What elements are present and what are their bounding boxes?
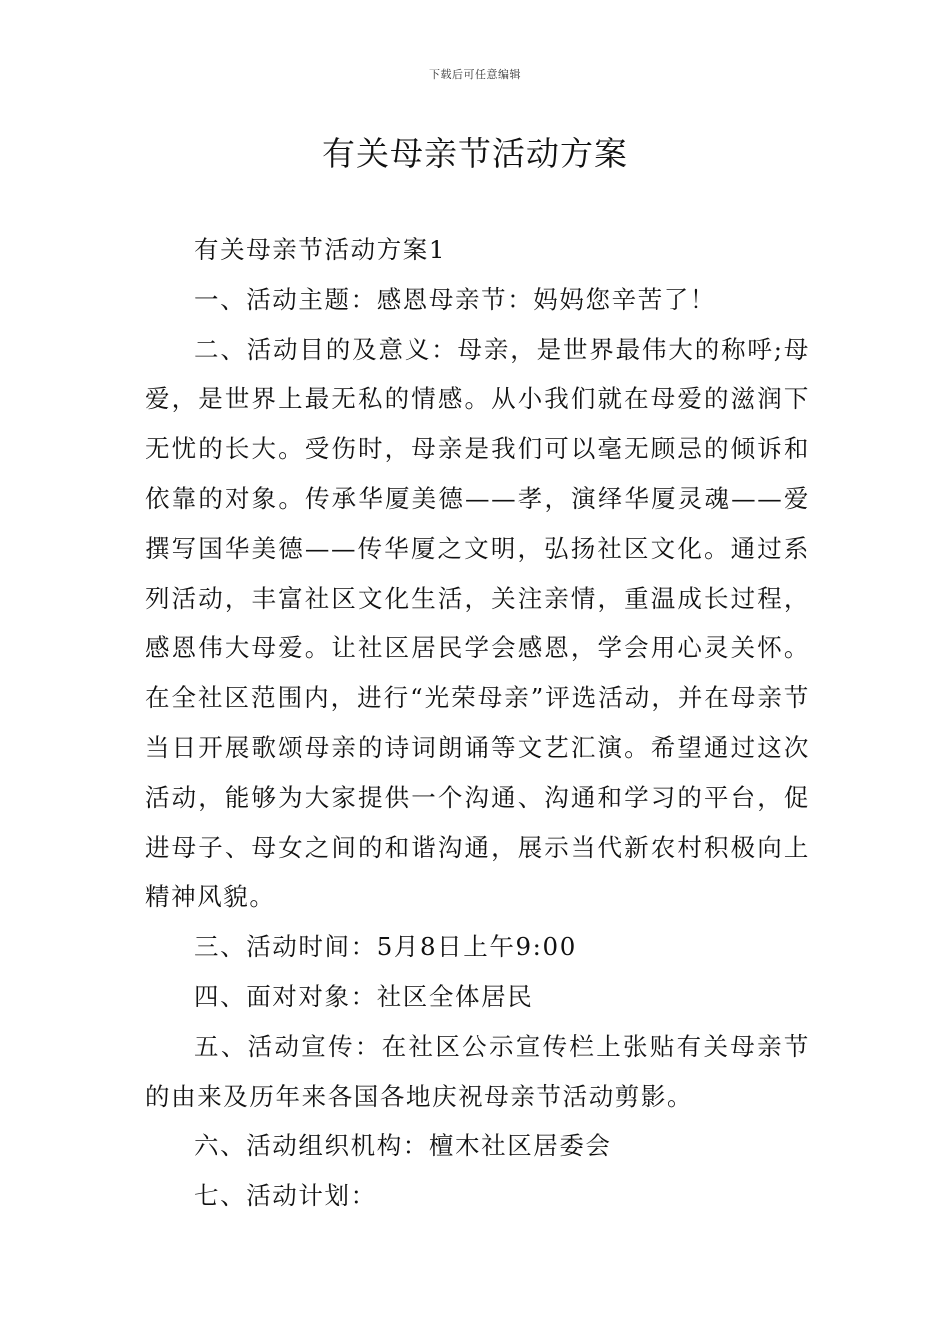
section-heading: 有关母亲节活动方案1 <box>194 235 447 264</box>
paragraph-plan: 七、活动计划： <box>194 1181 377 1211</box>
paragraph-time: 三、活动时间：5月8日上午9:00 <box>194 932 577 962</box>
paragraph-publicity: 五、活动宣传：在社区公示宣传栏上张贴有关母亲节的由来及历年来各国各地庆祝母亲节活动剪影。 <box>145 1031 810 1111</box>
paragraph-theme: 一、活动主题：感恩母亲节：妈妈您辛苦了！ <box>194 284 716 314</box>
document-body <box>145 225 810 1221</box>
paragraph-audience: 四、面对对象：社区全体居民 <box>194 981 534 1011</box>
paragraph-organizer: 六、活动组织机构：檀木社区居委会 <box>194 1131 612 1161</box>
document-title: 有关母亲节活动方案 <box>322 134 628 173</box>
header-note: 下载后可任意编辑 <box>429 68 521 81</box>
paragraph-purpose: 二、活动目的及意义：母亲，是世界最伟大的称呼;母爱，是世界上最无私的情感。从小我们就在母爱的滋润下无忧的长大。受伤时，母亲是我们可以毫无顾忌的倾诉和依靠的对象。传承华厦美德——孝，演绎华厦灵魂——爱撰写国华美德——传华厦之文明，弘扬社区文化。通过系列活动，丰富社区文化生活，关注亲情，重温成长过程，感恩伟大母爱。让社区居民学会感恩，学会用心灵关怀。在全社区范围内，进行“光荣母亲”评选活动，并在母亲节当日开展歌颂母亲的诗词朗诵等文艺汇演。希望通过这次活动，能够为大家提供一个沟通、沟通和学习的平台，促进母子、母女之间的和谐沟通，展示当代新农村积极向上精神风貌。 <box>145 334 810 912</box>
